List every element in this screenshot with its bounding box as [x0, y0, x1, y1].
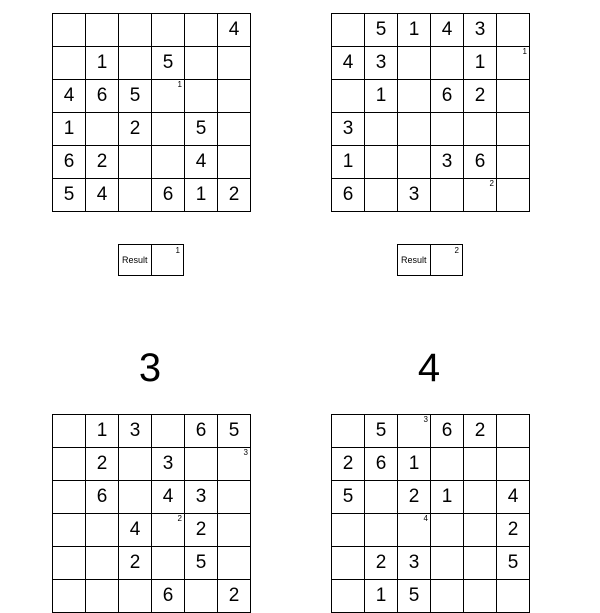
- grid-cell[interactable]: [332, 179, 365, 212]
- grid-cell[interactable]: [218, 80, 251, 113]
- cell-value: 2: [474, 420, 486, 441]
- cell-value: 5: [195, 552, 207, 573]
- cell-value: 1: [375, 585, 387, 606]
- grid-cell[interactable]: [119, 146, 152, 179]
- cell-value: 3: [342, 118, 354, 139]
- grid-cell[interactable]: [185, 547, 218, 580]
- cell-value: 1: [96, 52, 108, 73]
- grid-cell[interactable]: [398, 514, 431, 547]
- cell-value: 4: [129, 519, 141, 540]
- grid-cell[interactable]: [398, 580, 431, 613]
- cell-value: 5: [228, 420, 240, 441]
- grid-cell[interactable]: [464, 415, 497, 448]
- cell-value: 4: [162, 486, 174, 507]
- grid-cell[interactable]: [152, 47, 185, 80]
- cell-mark: 2: [489, 179, 494, 188]
- cell-value: 5: [342, 486, 354, 507]
- cell-value: 3: [441, 151, 453, 172]
- grid-cell[interactable]: [152, 113, 185, 146]
- grid-cell[interactable]: [332, 80, 365, 113]
- cell-value: 6: [474, 151, 486, 172]
- grid-cell[interactable]: [431, 580, 464, 613]
- cell-value: 1: [474, 52, 486, 73]
- grid-cell[interactable]: [185, 580, 218, 613]
- grid-cell[interactable]: [152, 514, 185, 547]
- grid-cell[interactable]: [119, 14, 152, 47]
- cell-value: 2: [96, 453, 108, 474]
- grid-cell[interactable]: [119, 448, 152, 481]
- grid-cell[interactable]: [86, 47, 119, 80]
- grid-cell[interactable]: [53, 14, 86, 47]
- result-mark: 1: [175, 246, 180, 255]
- puzzle-2-grid: [331, 13, 530, 212]
- cell-value: 4: [342, 52, 354, 73]
- grid-cell[interactable]: [119, 80, 152, 113]
- cell-value: 3: [195, 486, 207, 507]
- grid-cell[interactable]: [497, 547, 530, 580]
- cell-value: 1: [96, 420, 108, 441]
- grid-cell[interactable]: [365, 448, 398, 481]
- grid-cell[interactable]: [431, 514, 464, 547]
- grid-cell[interactable]: [464, 80, 497, 113]
- grid-cell[interactable]: [464, 113, 497, 146]
- cell-value: 3: [129, 420, 141, 441]
- grid-cell[interactable]: [119, 547, 152, 580]
- grid-cell[interactable]: [497, 179, 530, 212]
- cell-value: 1: [441, 486, 453, 507]
- grid-cell[interactable]: [365, 580, 398, 613]
- grid-cell[interactable]: [398, 146, 431, 179]
- grid-cell[interactable]: [365, 14, 398, 47]
- grid-cell[interactable]: [365, 415, 398, 448]
- grid-cell[interactable]: [53, 448, 86, 481]
- cell-value: 1: [408, 19, 420, 40]
- grid-cell[interactable]: [365, 146, 398, 179]
- grid-cell[interactable]: [152, 415, 185, 448]
- grid-cell[interactable]: [332, 113, 365, 146]
- grid-cell[interactable]: [398, 47, 431, 80]
- grid-cell[interactable]: [332, 415, 365, 448]
- grid-cell[interactable]: [152, 179, 185, 212]
- grid-cell[interactable]: [86, 14, 119, 47]
- cell-value: 5: [162, 52, 174, 73]
- grid-cell[interactable]: [53, 415, 86, 448]
- grid-cell[interactable]: [497, 415, 530, 448]
- grid-cell[interactable]: [86, 113, 119, 146]
- grid-cell[interactable]: [218, 14, 251, 47]
- grid-cell[interactable]: [185, 179, 218, 212]
- cell-value: 3: [408, 184, 420, 205]
- grid-cell[interactable]: [365, 80, 398, 113]
- grid-cell[interactable]: [152, 14, 185, 47]
- cell-value: 2: [474, 85, 486, 106]
- cell-mark: 4: [423, 514, 428, 523]
- grid-cell[interactable]: [218, 448, 251, 481]
- puzzle-1-grid: [52, 13, 251, 212]
- cell-value: 2: [228, 184, 240, 205]
- grid-cell[interactable]: [119, 47, 152, 80]
- grid-cell[interactable]: [431, 415, 464, 448]
- cell-value: 6: [162, 184, 174, 205]
- grid-cell[interactable]: [119, 179, 152, 212]
- cell-value: 1: [408, 453, 420, 474]
- puzzle-3-number: 3: [138, 346, 162, 390]
- cell-value: 2: [96, 151, 108, 172]
- grid-cell[interactable]: [497, 146, 530, 179]
- grid-cell[interactable]: [53, 47, 86, 80]
- grid-cell[interactable]: [365, 514, 398, 547]
- cell-value: 2: [375, 552, 387, 573]
- puzzle-1-result: [118, 244, 184, 276]
- grid-cell[interactable]: [398, 415, 431, 448]
- cell-value: 4: [507, 486, 519, 507]
- grid-cell[interactable]: [86, 514, 119, 547]
- grid-cell[interactable]: [86, 547, 119, 580]
- result-answer-box[interactable]: [431, 245, 463, 275]
- grid-cell[interactable]: [332, 47, 365, 80]
- grid-cell[interactable]: [431, 547, 464, 580]
- grid-cell[interactable]: [365, 547, 398, 580]
- grid-cell[interactable]: [218, 113, 251, 146]
- cell-value: 6: [342, 184, 354, 205]
- cell-value: 4: [441, 19, 453, 40]
- cell-value: 3: [408, 552, 420, 573]
- grid-cell[interactable]: [497, 448, 530, 481]
- cell-value: 2: [129, 118, 141, 139]
- cell-value: 2: [195, 519, 207, 540]
- cell-value: 2: [408, 486, 420, 507]
- grid-cell[interactable]: [431, 14, 464, 47]
- grid-cell[interactable]: [464, 580, 497, 613]
- grid-cell[interactable]: [332, 547, 365, 580]
- grid-cell[interactable]: [53, 481, 86, 514]
- grid-cell[interactable]: [152, 547, 185, 580]
- cell-value: 6: [96, 85, 108, 106]
- grid-cell[interactable]: [152, 580, 185, 613]
- grid-cell[interactable]: [53, 547, 86, 580]
- grid-cell[interactable]: [398, 14, 431, 47]
- grid-cell[interactable]: [464, 14, 497, 47]
- cell-value: 6: [96, 486, 108, 507]
- grid-cell[interactable]: [497, 580, 530, 613]
- grid-cell[interactable]: [464, 47, 497, 80]
- grid-cell[interactable]: [86, 448, 119, 481]
- grid-cell[interactable]: [365, 113, 398, 146]
- grid-cell[interactable]: [86, 80, 119, 113]
- grid-cell[interactable]: [185, 481, 218, 514]
- grid-cell[interactable]: [365, 47, 398, 80]
- grid-cell[interactable]: [332, 580, 365, 613]
- grid-cell[interactable]: [464, 514, 497, 547]
- cell-value: 5: [375, 420, 387, 441]
- result-mark: 2: [454, 246, 459, 255]
- grid-cell[interactable]: [53, 514, 86, 547]
- grid-cell[interactable]: [332, 514, 365, 547]
- grid-cell[interactable]: [185, 415, 218, 448]
- cell-value: 1: [342, 151, 354, 172]
- grid-cell[interactable]: [218, 547, 251, 580]
- puzzle-3-grid: [52, 414, 251, 613]
- grid-cell[interactable]: [185, 146, 218, 179]
- result-label: Result: [119, 245, 152, 275]
- grid-cell[interactable]: [464, 146, 497, 179]
- cell-mark: 1: [177, 80, 182, 89]
- grid-cell[interactable]: [365, 481, 398, 514]
- grid-cell[interactable]: [119, 481, 152, 514]
- grid-cell[interactable]: [431, 47, 464, 80]
- grid-cell[interactable]: [53, 80, 86, 113]
- grid-cell[interactable]: [365, 179, 398, 212]
- grid-cell[interactable]: [497, 481, 530, 514]
- grid-cell[interactable]: [86, 481, 119, 514]
- grid-cell[interactable]: [398, 113, 431, 146]
- grid-cell[interactable]: [497, 47, 530, 80]
- cell-value: 3: [375, 52, 387, 73]
- grid-cell[interactable]: [431, 448, 464, 481]
- cell-value: 4: [195, 151, 207, 172]
- puzzle-4-number: 4: [417, 346, 441, 390]
- grid-cell[interactable]: [218, 415, 251, 448]
- grid-cell[interactable]: [185, 448, 218, 481]
- cell-value: 1: [375, 85, 387, 106]
- grid-cell[interactable]: [218, 481, 251, 514]
- cell-mark: 1: [522, 47, 527, 56]
- grid-cell[interactable]: [218, 146, 251, 179]
- cell-value: 3: [162, 453, 174, 474]
- grid-cell[interactable]: [431, 113, 464, 146]
- grid-cell[interactable]: [464, 448, 497, 481]
- cell-mark: 3: [243, 448, 248, 457]
- grid-cell[interactable]: [86, 179, 119, 212]
- grid-cell[interactable]: [398, 179, 431, 212]
- grid-cell[interactable]: [152, 146, 185, 179]
- grid-cell[interactable]: [497, 113, 530, 146]
- grid-cell[interactable]: [86, 146, 119, 179]
- grid-cell[interactable]: [218, 47, 251, 80]
- grid-cell[interactable]: [398, 80, 431, 113]
- result-label: Result: [398, 245, 431, 275]
- cell-value: 6: [441, 85, 453, 106]
- cell-mark: 3: [423, 415, 428, 424]
- grid-cell[interactable]: [431, 481, 464, 514]
- cell-value: 5: [507, 552, 519, 573]
- grid-cell[interactable]: [431, 146, 464, 179]
- grid-cell[interactable]: [218, 179, 251, 212]
- cell-value: 6: [441, 420, 453, 441]
- grid-cell[interactable]: [119, 580, 152, 613]
- grid-cell[interactable]: [218, 580, 251, 613]
- result-answer-box[interactable]: [152, 245, 184, 275]
- grid-cell[interactable]: [332, 448, 365, 481]
- grid-cell[interactable]: [185, 80, 218, 113]
- grid-cell[interactable]: [497, 514, 530, 547]
- puzzle-4-grid: [331, 414, 530, 613]
- grid-cell[interactable]: [119, 113, 152, 146]
- grid-cell[interactable]: [86, 580, 119, 613]
- cell-value: 4: [96, 184, 108, 205]
- grid-cell[interactable]: [152, 448, 185, 481]
- grid-cell[interactable]: [398, 448, 431, 481]
- grid-cell[interactable]: [398, 547, 431, 580]
- cell-value: 3: [474, 19, 486, 40]
- cell-value: 5: [129, 85, 141, 106]
- cell-value: 1: [195, 184, 207, 205]
- cell-value: 2: [507, 519, 519, 540]
- cell-value: 6: [162, 585, 174, 606]
- grid-cell[interactable]: [119, 514, 152, 547]
- grid-cell[interactable]: [152, 481, 185, 514]
- grid-cell[interactable]: [464, 547, 497, 580]
- cell-value: 2: [342, 453, 354, 474]
- grid-cell[interactable]: [332, 146, 365, 179]
- grid-cell[interactable]: [185, 47, 218, 80]
- cell-value: 5: [408, 585, 420, 606]
- grid-cell[interactable]: [152, 80, 185, 113]
- grid-cell[interactable]: [53, 113, 86, 146]
- grid-cell[interactable]: [53, 179, 86, 212]
- cell-value: 4: [228, 19, 240, 40]
- cell-value: 5: [195, 118, 207, 139]
- grid-cell[interactable]: [185, 514, 218, 547]
- grid-cell[interactable]: [185, 113, 218, 146]
- cell-value: 6: [375, 453, 387, 474]
- puzzle-2-result: [397, 244, 463, 276]
- grid-cell[interactable]: [119, 415, 152, 448]
- grid-cell[interactable]: [332, 481, 365, 514]
- grid-cell[interactable]: [218, 514, 251, 547]
- grid-cell[interactable]: [431, 80, 464, 113]
- grid-cell[interactable]: [53, 146, 86, 179]
- grid-cell[interactable]: [86, 415, 119, 448]
- cell-value: 6: [63, 151, 75, 172]
- grid-cell[interactable]: [53, 580, 86, 613]
- cell-value: 2: [228, 585, 240, 606]
- cell-value: 6: [195, 420, 207, 441]
- grid-cell[interactable]: [431, 179, 464, 212]
- grid-cell[interactable]: [497, 14, 530, 47]
- grid-cell[interactable]: [497, 80, 530, 113]
- grid-cell[interactable]: [185, 14, 218, 47]
- grid-cell[interactable]: [464, 481, 497, 514]
- grid-cell[interactable]: [398, 481, 431, 514]
- cell-value: 2: [129, 552, 141, 573]
- grid-cell[interactable]: [332, 14, 365, 47]
- cell-value: 4: [63, 85, 75, 106]
- grid-cell[interactable]: [464, 179, 497, 212]
- cell-value: 5: [375, 19, 387, 40]
- cell-value: 1: [63, 118, 75, 139]
- cell-value: 5: [63, 184, 75, 205]
- cell-mark: 2: [177, 514, 182, 523]
